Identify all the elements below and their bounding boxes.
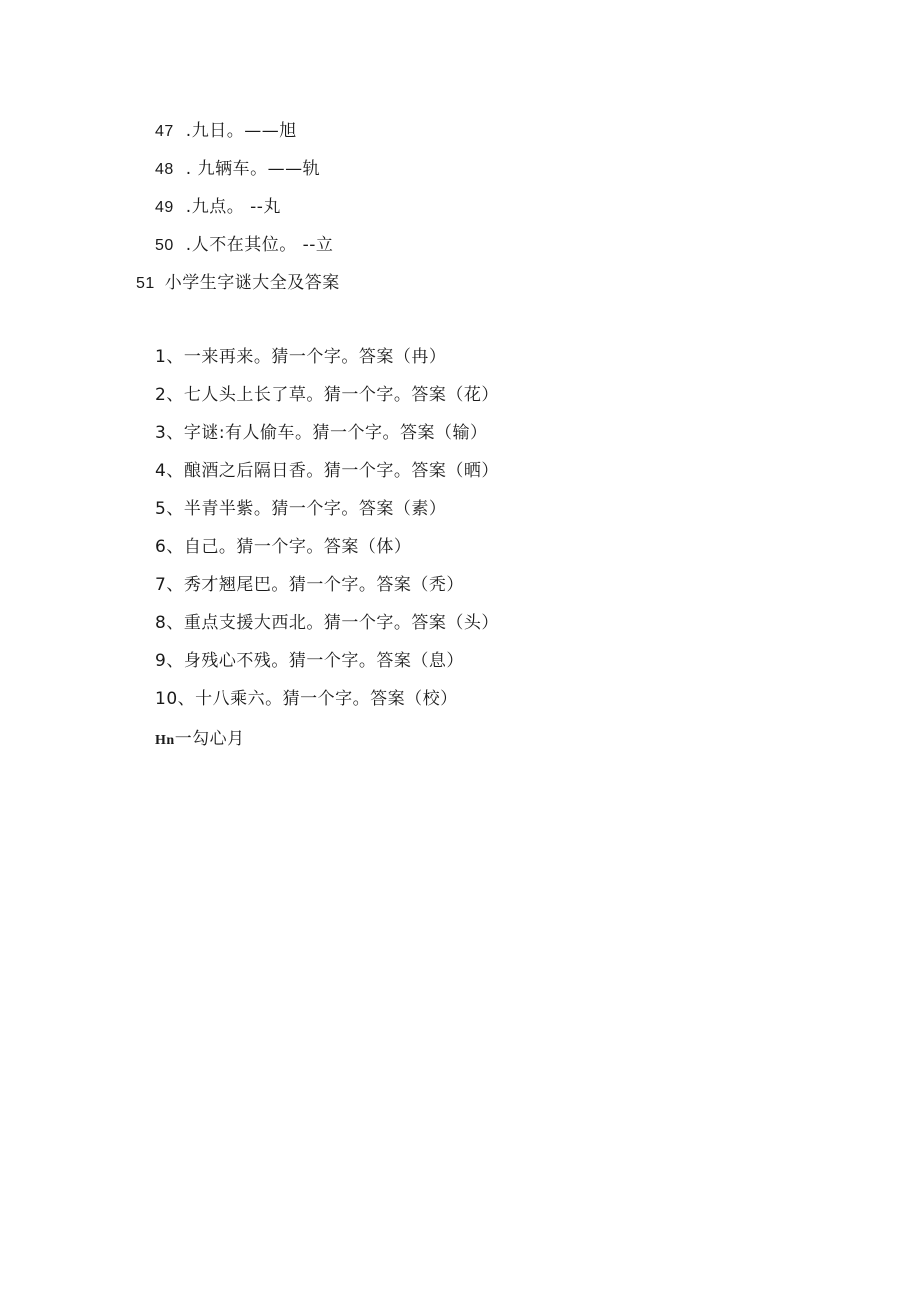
riddle-1: 1、一来再来。猜一个字。答案（冉） <box>155 347 447 367</box>
item-number: 47 <box>155 123 174 140</box>
riddle-7: 7、秀才翘尾巴。猜一个字。答案（秃） <box>155 575 464 595</box>
item-50 <box>155 233 333 258</box>
riddle-10: 10、十八乘六。猜一个字。答案（校） <box>155 689 458 709</box>
item-number: 50 <box>155 237 174 254</box>
footer-text: 一勾心月 <box>174 729 245 749</box>
item-text: .人不在其位。 --立 <box>185 235 334 255</box>
item-number: 49 <box>155 199 174 216</box>
riddle-3: 3、字谜:有人偷车。猜一个字。答案（输） <box>155 423 488 443</box>
footer-line <box>155 727 245 753</box>
item-48 <box>155 157 320 182</box>
riddle-4: 4、酿酒之后隔日香。猜一个字。答案（晒） <box>155 461 499 481</box>
item-number: 48 <box>155 161 174 178</box>
heading-number: 51 <box>136 275 155 292</box>
riddle-9: 9、身残心不残。猜一个字。答案（息） <box>155 651 464 671</box>
section-heading <box>136 271 340 296</box>
riddle-2: 2、七人头上长了草。猜一个字。答案（花） <box>155 385 499 405</box>
riddle-8: 8、重点支援大西北。猜一个字。答案（头） <box>155 613 499 633</box>
item-47 <box>155 119 297 144</box>
item-49 <box>155 195 281 220</box>
item-text: .九日。——旭 <box>185 121 297 141</box>
riddle-6: 6、自己。猜一个字。答案（体） <box>155 537 412 557</box>
item-text: .九点。 --丸 <box>185 197 281 217</box>
riddle-5: 5、半青半紫。猜一个字。答案（素） <box>155 499 447 519</box>
item-text: . 九辆车。——轨 <box>185 159 321 179</box>
heading-text: 小学生字谜大全及答案 <box>164 273 340 293</box>
footer-prefix: Hn <box>155 733 175 748</box>
